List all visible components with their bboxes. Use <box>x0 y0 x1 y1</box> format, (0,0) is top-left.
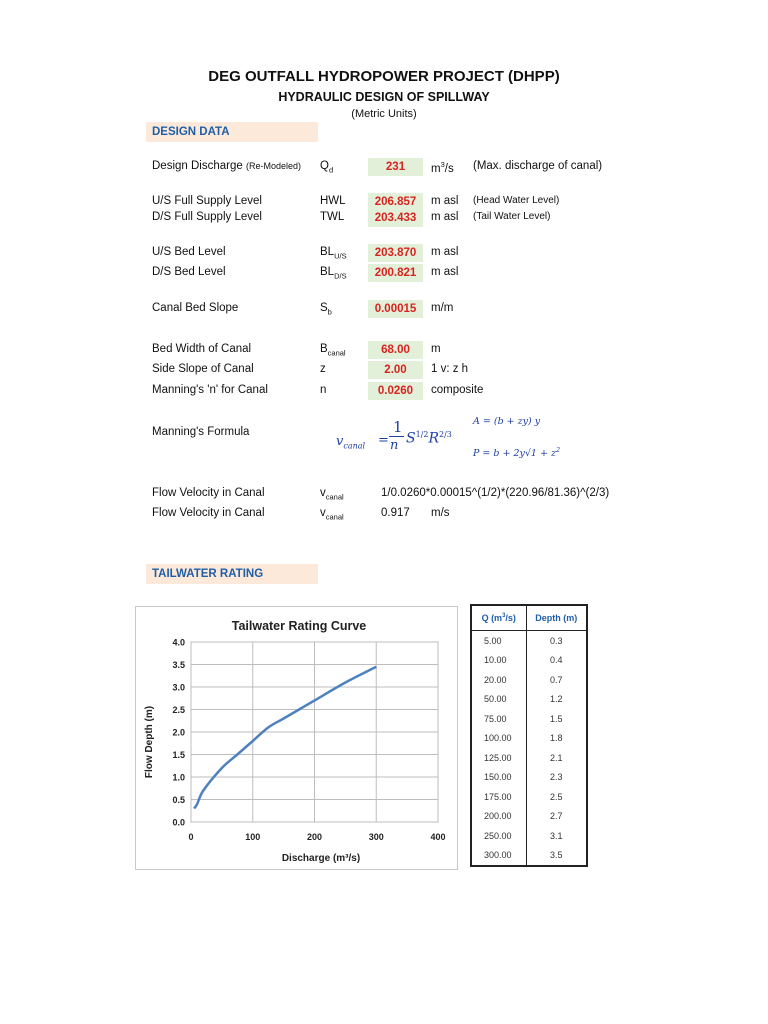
label: Manning's 'n' for Canal <box>152 384 268 396</box>
formula-area: A = (b + zy) y <box>473 416 541 427</box>
value-cell[interactable]: 206.857 <box>368 193 423 211</box>
label: Manning's Formula <box>152 426 250 438</box>
cell-discharge: 75.00 <box>471 709 526 729</box>
chart-ylabel: Flow Depth (m) <box>144 705 155 779</box>
x-tick-label: 100 <box>245 832 261 842</box>
table-row <box>471 846 587 867</box>
page-title: DEG OUTFALL HYDROPOWER PROJECT (DHPP) <box>208 68 560 85</box>
row-design-discharge <box>0 160 768 178</box>
section-tailwater-rating: TAILWATER RATING <box>146 564 318 584</box>
table-row <box>471 709 587 729</box>
x-tick-label: 200 <box>306 832 323 842</box>
label: Flow Velocity in Canal <box>152 507 265 519</box>
row-velocity-value <box>0 507 768 525</box>
table-row <box>471 768 587 788</box>
formula-slope-term: $S^{1/2}R^{2/3}$ <box>406 430 452 447</box>
units-note: (Metric Units) <box>351 108 417 120</box>
unit: m/m <box>431 302 454 314</box>
label: U/S Bed Level <box>152 246 226 258</box>
cell-discharge: 200.00 <box>471 807 526 827</box>
label: Canal Bed Slope <box>152 302 239 314</box>
label: U/S Full Supply Level <box>152 195 262 207</box>
cell-depth: 3.1 <box>549 830 563 841</box>
cell-discharge: 100.00 <box>471 729 526 749</box>
unit: m asl <box>431 266 459 278</box>
cell-depth: 1.8 <box>549 733 563 744</box>
y-tick-label: 2.0 <box>172 727 185 738</box>
cell-depth: 3.5 <box>549 850 563 861</box>
cell-discharge: 50.00 <box>471 690 526 710</box>
cell-discharge: 5.00 <box>471 631 526 651</box>
cell-discharge: 20.00 <box>471 670 526 690</box>
label: Side Slope of Canal <box>152 363 254 375</box>
table-row <box>471 690 587 710</box>
header-q: Q $(m^3/s)$ <box>471 605 526 631</box>
x-tick-label: 0 <box>188 832 194 842</box>
value-cell[interactable]: 68.00 <box>368 341 423 359</box>
formula-denominator: n <box>390 438 399 453</box>
table-row <box>471 729 587 749</box>
x-tick-label: 400 <box>430 832 446 842</box>
value-cell[interactable]: 2.00 <box>368 361 423 379</box>
unit: 1 v: z h <box>431 363 469 375</box>
cell-discharge: 250.00 <box>471 826 526 846</box>
cell-discharge: 150.00 <box>471 768 526 788</box>
page-subtitle: HYDRAULIC DESIGN OF SPILLWAY <box>278 90 490 104</box>
label: D/S Full Supply Level <box>152 211 262 223</box>
chart-title: Tailwater Rating Curve <box>231 619 367 633</box>
formula-perimeter: $P = b + 2y√1 + z^2$ <box>473 446 561 460</box>
tailwater-chart-svg <box>136 607 457 869</box>
velocity-unit: m/s <box>431 507 450 519</box>
cell-depth: 2.3 <box>549 772 563 783</box>
row-bl-us <box>0 246 768 264</box>
table-row <box>471 651 587 671</box>
table-row <box>471 748 587 768</box>
cell-depth: 2.5 <box>549 791 563 802</box>
symbol: z <box>320 363 326 375</box>
cell-depth: 0.4 <box>549 655 563 666</box>
header-depth: Depth (m) <box>526 605 587 631</box>
unit: m asl <box>431 246 459 258</box>
cell-depth: 2.7 <box>549 811 563 822</box>
y-tick-label: 0.5 <box>172 795 185 805</box>
note: (Max. discharge of canal) <box>473 160 603 172</box>
symbol: TWL <box>320 211 345 223</box>
symbol: $v_{canal}$ <box>320 487 344 502</box>
value-cell[interactable]: 231 <box>368 158 423 176</box>
y-tick-label: 1.5 <box>172 750 185 760</box>
cell-discharge: 10.00 <box>471 651 526 671</box>
y-tick-label: 3.5 <box>172 660 185 670</box>
symbol: $B_{canal}$ <box>320 343 346 358</box>
x-tick-label: 300 <box>368 832 384 842</box>
symbol: $Q_d$ <box>320 160 334 175</box>
formula-lhs: $v_{canal}$ <box>336 434 366 451</box>
unit: m asl <box>431 195 459 207</box>
value-cell[interactable]: 0.0260 <box>368 382 423 400</box>
tailwater-table <box>470 604 588 867</box>
label: Design Discharge (Re-Modeled) <box>152 160 301 172</box>
unit: m <box>431 343 441 355</box>
y-tick-label: 0.0 <box>172 817 185 828</box>
symbol: n <box>320 384 327 396</box>
chart-xlabel: Discharge (m³/s) <box>281 853 361 864</box>
cell-depth: 1.5 <box>549 713 563 724</box>
symbol: $S_b$ <box>320 302 332 317</box>
table-row <box>471 787 587 807</box>
y-tick-label: 4.0 <box>172 637 185 648</box>
row-twl <box>0 211 768 229</box>
row-bed-slope <box>0 302 768 320</box>
value-cell[interactable]: 203.433 <box>368 209 423 227</box>
cell-discharge: 175.00 <box>471 787 526 807</box>
table-row <box>471 631 587 651</box>
symbol: $BL_{U/S}$ <box>320 246 347 261</box>
label: Bed Width of Canal <box>152 343 252 355</box>
cell-depth: 1.2 <box>549 694 563 705</box>
table-row <box>471 670 587 690</box>
symbol: $v_{canal}$ <box>320 507 344 522</box>
formula-equals: = <box>378 433 389 448</box>
value-cell[interactable]: 200.821 <box>368 264 423 282</box>
velocity-expression: 1/0.0260*0.00015^(1/2)*(220.96/81.36)^(2/3) <box>381 487 610 499</box>
chart-series-line <box>194 667 376 809</box>
symbol: $BL_{D/S}$ <box>320 266 347 281</box>
table-row <box>471 807 587 827</box>
y-tick-label: 1.0 <box>172 772 185 783</box>
label: Flow Velocity in Canal <box>152 487 265 499</box>
cell-discharge: 300.00 <box>471 846 526 867</box>
table-header-row <box>471 605 587 631</box>
value-cell[interactable]: 0.00015 <box>368 300 423 318</box>
y-tick-label: 3.0 <box>172 682 185 693</box>
unit: $m^3/s$ <box>431 160 454 175</box>
formula-numerator: 1 <box>393 418 403 436</box>
note: (Tail Water Level) <box>473 211 551 222</box>
section-design-data: DESIGN DATA <box>146 122 318 142</box>
label: D/S Bed Level <box>152 266 226 278</box>
cell-depth: 0.3 <box>549 635 563 646</box>
table-row <box>471 826 587 846</box>
y-tick-label: 2.5 <box>172 705 185 715</box>
unit: m asl <box>431 211 459 223</box>
row-bed-width <box>0 343 768 361</box>
cell-depth: 2.1 <box>549 752 563 763</box>
cell-depth: 0.7 <box>549 674 563 685</box>
row-manning-n <box>0 384 768 402</box>
row-bl-ds <box>0 266 768 284</box>
row-velocity-expression <box>0 487 768 505</box>
symbol: HWL <box>320 195 346 207</box>
velocity-value: 0.917 <box>381 507 410 519</box>
unit: composite <box>431 384 484 396</box>
cell-discharge: 125.00 <box>471 748 526 768</box>
row-side-slope <box>0 363 768 381</box>
tailwater-chart <box>135 606 458 870</box>
note: (Head Water Level) <box>473 195 560 206</box>
value-cell[interactable]: 203.870 <box>368 244 423 262</box>
formula-fraction-bar <box>389 436 404 437</box>
